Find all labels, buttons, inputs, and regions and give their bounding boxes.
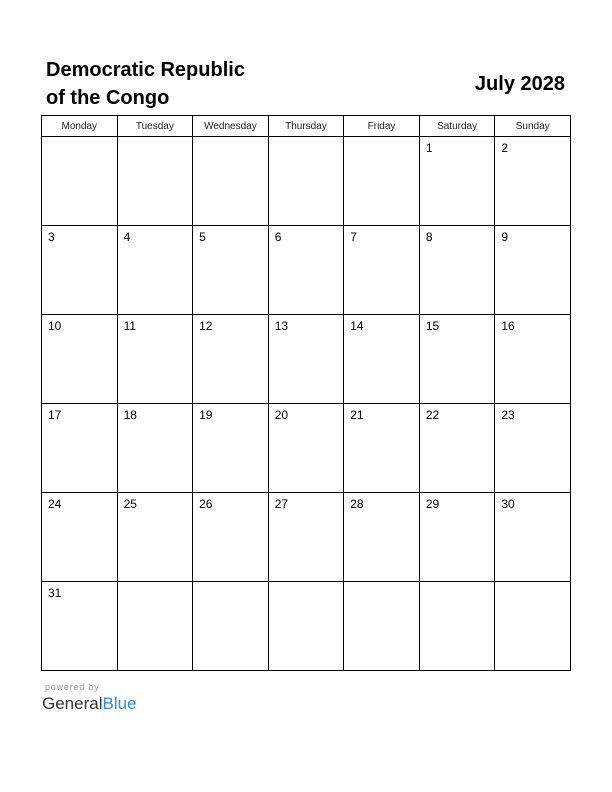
day-number: 25	[123, 497, 137, 511]
day-cell	[117, 315, 193, 404]
day-cell	[268, 226, 344, 315]
day-number: 4	[123, 230, 131, 244]
day-number: 30	[501, 497, 515, 511]
day-number: 19	[199, 408, 213, 422]
weekday-header: Friday	[344, 116, 420, 137]
country-title-line-2: of the Congo	[46, 87, 170, 109]
generalblue-logo[interactable]	[42, 693, 137, 715]
day-cell	[268, 582, 344, 671]
day-number: 22	[425, 408, 440, 422]
weekday-header: Monday	[42, 116, 118, 137]
weekday-header: Sunday	[495, 116, 571, 137]
day-cell	[344, 226, 420, 315]
day-number: 14	[350, 319, 364, 333]
day-number: 11	[123, 319, 137, 333]
day-number: 24	[48, 497, 62, 511]
day-number: 23	[501, 408, 515, 422]
day-cell	[419, 582, 495, 671]
day-number	[42, 137, 117, 141]
day-cell	[193, 315, 269, 404]
day-cell	[419, 404, 495, 493]
day-number	[344, 137, 419, 141]
day-cell	[419, 137, 495, 226]
day-cell	[344, 137, 420, 226]
weekday-header: Saturday	[419, 116, 495, 137]
calendar-month-title: July 2028	[474, 73, 565, 95]
day-number	[118, 582, 193, 586]
day-cell	[344, 404, 420, 493]
logo-text-general: General	[42, 694, 103, 713]
day-cell	[344, 315, 420, 404]
day-cell	[268, 404, 344, 493]
day-cell	[495, 582, 571, 671]
week-row	[42, 493, 571, 582]
day-number: 2	[501, 141, 509, 155]
day-cell	[42, 582, 118, 671]
day-cell	[193, 493, 269, 582]
day-number: 31	[48, 586, 62, 600]
day-cell	[117, 404, 193, 493]
day-number: 12	[199, 319, 213, 333]
day-number: 18	[123, 408, 137, 422]
day-number: 9	[501, 230, 509, 244]
day-cell	[268, 137, 344, 226]
day-cell	[193, 137, 269, 226]
day-number: 15	[425, 319, 440, 333]
day-number	[269, 137, 344, 141]
day-number: 27	[274, 497, 289, 511]
weekday-header-row	[42, 116, 571, 137]
day-cell	[495, 226, 571, 315]
day-cell	[117, 493, 193, 582]
day-cell	[268, 315, 344, 404]
week-row	[42, 315, 571, 404]
day-cell	[419, 493, 495, 582]
day-cell	[117, 582, 193, 671]
day-number: 29	[425, 497, 440, 511]
day-number: 6	[274, 230, 282, 244]
week-row	[42, 226, 571, 315]
day-number: 16	[501, 319, 515, 333]
week-row	[42, 582, 571, 671]
day-number	[118, 137, 193, 141]
day-number: 26	[199, 497, 213, 511]
day-number	[495, 582, 570, 586]
day-number: 21	[350, 408, 364, 422]
day-cell	[268, 493, 344, 582]
day-cell	[344, 582, 420, 671]
powered-by-label: powered by	[45, 682, 100, 692]
calendar-country-title	[46, 56, 306, 112]
weekday-header: Tuesday	[117, 116, 193, 137]
calendar-grid	[41, 115, 571, 671]
day-cell	[42, 226, 118, 315]
day-number: 8	[425, 230, 433, 244]
weekday-header: Wednesday	[193, 116, 269, 137]
day-number: 3	[48, 230, 55, 244]
logo-text-blue: Blue	[102, 694, 137, 713]
week-row	[42, 137, 571, 226]
day-number	[193, 137, 268, 141]
day-number: 20	[274, 408, 289, 422]
day-cell	[117, 137, 193, 226]
day-number: 17	[48, 408, 62, 422]
day-cell	[193, 226, 269, 315]
day-cell	[193, 582, 269, 671]
day-cell	[495, 404, 571, 493]
country-title-line-1: Democratic Republic	[46, 59, 245, 81]
day-cell	[495, 137, 571, 226]
day-cell	[495, 493, 571, 582]
day-cell	[419, 226, 495, 315]
day-number: 7	[350, 230, 357, 244]
day-number: 28	[350, 497, 364, 511]
day-cell	[42, 315, 118, 404]
day-cell	[42, 137, 118, 226]
day-number	[344, 582, 419, 586]
day-cell	[495, 315, 571, 404]
weekday-header: Thursday	[268, 116, 344, 137]
day-cell	[42, 404, 118, 493]
day-cell	[193, 404, 269, 493]
day-cell	[344, 493, 420, 582]
day-number	[193, 582, 268, 586]
day-number	[269, 582, 344, 586]
week-row	[42, 404, 571, 493]
day-number: 1	[425, 141, 433, 155]
day-number: 5	[199, 230, 206, 244]
day-cell	[419, 315, 495, 404]
day-number	[420, 582, 495, 586]
day-number: 10	[48, 319, 62, 333]
day-cell	[42, 493, 118, 582]
day-number: 13	[274, 319, 289, 333]
day-cell	[117, 226, 193, 315]
